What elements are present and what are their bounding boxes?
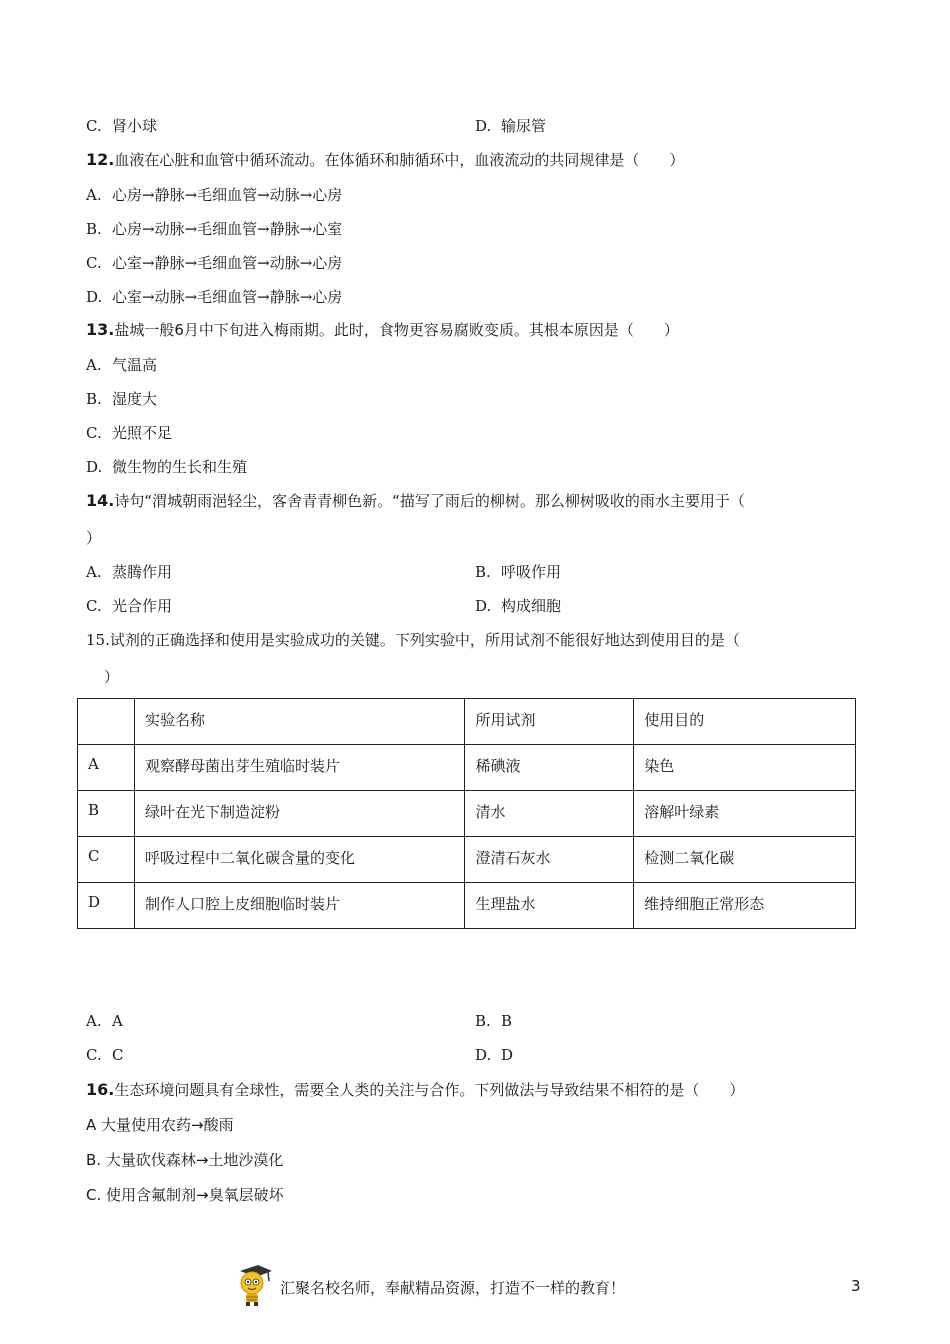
- table-row: [78, 791, 856, 837]
- option-text: C: [112, 1046, 124, 1064]
- option-letter: C.: [86, 1046, 102, 1064]
- question-text: 血液在心脏和血管中循环流动。在体循环和肺循环中，血液流动的共同规律是（ ）: [114, 151, 685, 169]
- table-cell: 绿叶在光下制造淀粉: [134, 791, 465, 837]
- table-cell: 染色: [634, 745, 856, 791]
- q14-stem-continued: ）: [86, 529, 102, 547]
- question-number: 15.: [86, 631, 110, 649]
- table-header-row: [78, 699, 856, 745]
- option-letter: A.: [86, 563, 102, 581]
- option-letter: C.: [86, 254, 102, 272]
- table-row: [78, 745, 856, 791]
- q15-stem: [86, 630, 740, 650]
- footer-slogan: 汇聚名校名师，奉献精品资源，打造不一样的教育！: [280, 1279, 626, 1297]
- question-text: 盐城一般6月中下旬进入梅雨期。此时，食物更容易腐败变质。其根本原因是（ ）: [114, 321, 679, 339]
- option-text: A: [112, 1012, 123, 1030]
- option-letter: A.: [86, 186, 102, 204]
- mascot-logo-icon: [232, 1263, 272, 1307]
- table-cell: D: [78, 883, 135, 929]
- q16-option-a: A 大量使用农药→酸雨: [86, 1116, 234, 1134]
- option-text: 蒸腾作用: [112, 563, 173, 581]
- option-letter: D.: [475, 597, 492, 615]
- option-text: 心房→静脉→毛细血管→动脉→心房: [112, 186, 343, 204]
- option-letter: C.: [86, 424, 102, 442]
- q12-option-d: [86, 287, 342, 307]
- q15-option-a: [86, 1011, 123, 1031]
- q16-option-c: C. 使用含氟制剂→臭氧层破坏: [86, 1186, 284, 1204]
- q12-option-b: [86, 219, 342, 239]
- table-cell: A: [78, 745, 135, 791]
- option-text: 气温高: [112, 356, 158, 374]
- option-letter: D.: [475, 117, 492, 135]
- table-cell: 检测二氧化碳: [634, 837, 856, 883]
- option-text: 输尿管: [501, 117, 547, 135]
- page-footer: [0, 1263, 950, 1313]
- question-text: 试剂的正确选择和使用是实验成功的关键。下列实验中，所用试剂不能很好地达到使用目的是（: [109, 631, 740, 649]
- q16-option-b: B. 大量砍伐森林→土地沙漠化: [86, 1151, 284, 1169]
- option-text: 微生物的生长和生殖: [112, 458, 248, 476]
- page-number: 3: [851, 1277, 861, 1295]
- q14-option-a: [86, 562, 172, 582]
- table-cell: 生理盐水: [465, 883, 634, 929]
- option-letter: C.: [86, 117, 102, 135]
- question-number: 16.: [86, 1080, 115, 1099]
- question-text: 诗句“渭城朝雨浥轻尘，客舍青青柳色新。“描写了雨后的柳树。那么柳树吸收的雨水主要用于（: [114, 492, 745, 510]
- q13-option-b: [86, 389, 157, 409]
- q13-option-a: [86, 355, 157, 375]
- q11-option-c: [86, 116, 157, 136]
- table-cell: 观察酵母菌出芽生殖临时装片: [134, 745, 465, 791]
- table-cell: 澄清石灰水: [465, 837, 634, 883]
- table-cell: C: [78, 837, 135, 883]
- q12-option-a: [86, 185, 342, 205]
- option-letter: B.: [475, 563, 491, 581]
- table-cell: 制作人口腔上皮细胞临时装片: [134, 883, 465, 929]
- q16-stem: [86, 1080, 744, 1100]
- q14-stem: [86, 491, 745, 511]
- q13-stem: [86, 320, 679, 340]
- question-number: 13.: [86, 320, 115, 339]
- option-text: 肾小球: [112, 117, 158, 135]
- option-text: 心室→静脉→毛细血管→动脉→心房: [112, 254, 343, 272]
- option-letter: A.: [86, 1012, 102, 1030]
- table-header-cell: [78, 699, 135, 745]
- table-cell: 维持细胞正常形态: [634, 883, 856, 929]
- option-letter: D.: [86, 458, 103, 476]
- option-text: 湿度大: [112, 390, 158, 408]
- q14-option-b: [475, 562, 561, 582]
- q15-stem-continued: ）: [104, 668, 120, 686]
- question-text: 生态环境问题具有全球性，需要全人类的关注与合作。下列做法与导致结果不相符的是（ ）: [114, 1081, 745, 1099]
- q13-option-c: [86, 423, 172, 443]
- table-row: [78, 883, 856, 929]
- option-letter: B.: [86, 220, 102, 238]
- table-cell: 溶解叶绿素: [634, 791, 856, 837]
- q11-option-d: [475, 116, 546, 136]
- option-letter: B.: [86, 390, 102, 408]
- option-letter: D.: [86, 288, 103, 306]
- option-text: 心室→动脉→毛细血管→静脉→心房: [112, 288, 343, 306]
- table-cell: 清水: [465, 791, 634, 837]
- table-cell: B: [78, 791, 135, 837]
- option-letter: D.: [475, 1046, 492, 1064]
- q12-stem: [86, 150, 684, 170]
- experiment-table: [77, 698, 856, 929]
- option-text: 心房→动脉→毛细血管→静脉→心室: [112, 220, 343, 238]
- question-number: 14.: [86, 491, 115, 510]
- q14-option-c: [86, 596, 172, 616]
- option-text: 光照不足: [112, 424, 173, 442]
- option-letter: A.: [86, 356, 102, 374]
- q13-option-d: [86, 457, 247, 477]
- table-header-cell: 实验名称: [134, 699, 465, 745]
- option-text: D: [501, 1046, 514, 1064]
- q15-option-d: [475, 1045, 513, 1065]
- option-text: 构成细胞: [501, 597, 562, 615]
- option-letter: C.: [86, 597, 102, 615]
- table-row: [78, 837, 856, 883]
- option-text: 呼吸作用: [501, 563, 562, 581]
- table-cell: 呼吸过程中二氧化碳含量的变化: [134, 837, 465, 883]
- option-letter: B.: [475, 1012, 491, 1030]
- q12-option-c: [86, 253, 342, 273]
- q14-option-d: [475, 596, 561, 616]
- option-text: 光合作用: [112, 597, 173, 615]
- q15-option-b: [475, 1011, 512, 1031]
- question-number: 12.: [86, 150, 115, 169]
- table-cell: 稀碘液: [465, 745, 634, 791]
- table-header-cell: 使用目的: [634, 699, 856, 745]
- option-text: B: [501, 1012, 513, 1030]
- q15-option-c: [86, 1045, 123, 1065]
- table-header-cell: 所用试剂: [465, 699, 634, 745]
